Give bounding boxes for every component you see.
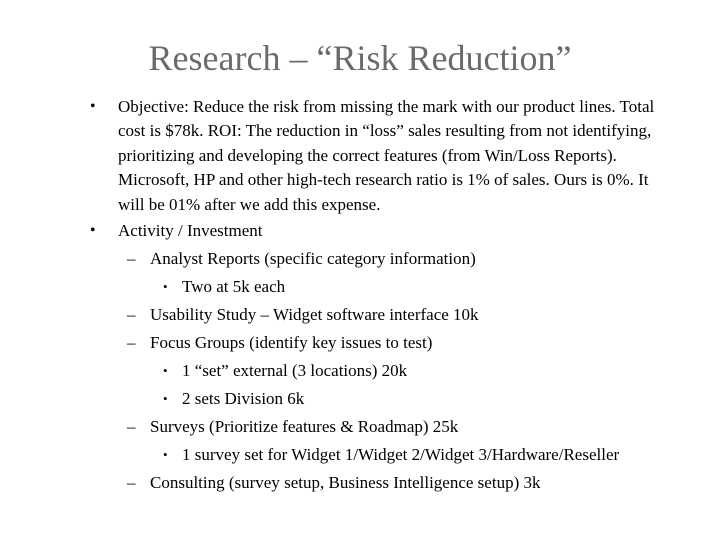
dash-marker: – [127, 249, 136, 268]
bullet-marker: • [163, 391, 168, 406]
sub-sub-item-text: 1 survey set for Widget 1/Widget 2/Widget 3/Hardware/Reseller [182, 445, 620, 464]
objective-line-4: Microsoft, HP and other high-tech research ratio is 1% of sales. Ours is 0%. It [118, 170, 649, 190]
sub-sub-item-text: 1 “set” external (3 locations) 20k [182, 361, 408, 380]
sub-item-focus-groups [0, 331, 720, 355]
sub-item-usability-study [0, 303, 720, 327]
sub-sub-item-survey-set [0, 443, 720, 467]
sub-item-text: Surveys (Prioritize features & Roadmap) 25k [150, 417, 459, 436]
objective-line-3: prioritizing and developing the correct features (from Win/Loss Reports). [118, 145, 617, 165]
bullet-activity [0, 219, 720, 243]
sub-sub-item-text: Two at 5k each [182, 277, 286, 296]
dash-marker: – [127, 333, 136, 352]
objective-line-5: will be 01% after we add this expense. [118, 194, 381, 214]
sub-item-surveys [0, 415, 720, 439]
bullet-marker: • [90, 222, 96, 239]
sub-sub-item-text: 2 sets Division 6k [182, 389, 305, 408]
sub-item-text: Analyst Reports (specific category information) [150, 249, 476, 268]
bullet-marker: • [163, 447, 168, 462]
sub-item-text: Usability Study – Widget software interface 10k [150, 305, 479, 324]
sub-item-text: Focus Groups (identify key issues to test) [150, 333, 433, 352]
bullet-objective-text [118, 95, 698, 217]
sub-sub-item-external-set [0, 359, 720, 383]
bullet-marker: • [90, 98, 96, 115]
dash-marker: – [127, 417, 136, 436]
sub-sub-item-two-at-5k [0, 275, 720, 299]
bullet-marker: • [163, 363, 168, 378]
objective-line-1: Objective: Reduce the risk from missing the mark with our product lines. Total [118, 97, 655, 116]
slide-title: Research – “Risk Reduction” [148, 38, 572, 78]
sub-item-text: Consulting (survey setup, Business Intelligence setup) 3k [150, 473, 541, 492]
dash-marker: – [127, 305, 136, 324]
sub-item-consulting [0, 471, 720, 495]
dash-marker: – [127, 473, 136, 492]
bullet-activity-text: Activity / Investment [118, 221, 263, 240]
sub-sub-item-division-sets [0, 387, 720, 411]
sub-item-analyst-reports [0, 247, 720, 271]
bullet-marker: • [163, 279, 168, 294]
objective-line-2: cost is $78k. ROI: The reduction in “loss” sales resulting from not identifying, [118, 121, 652, 141]
